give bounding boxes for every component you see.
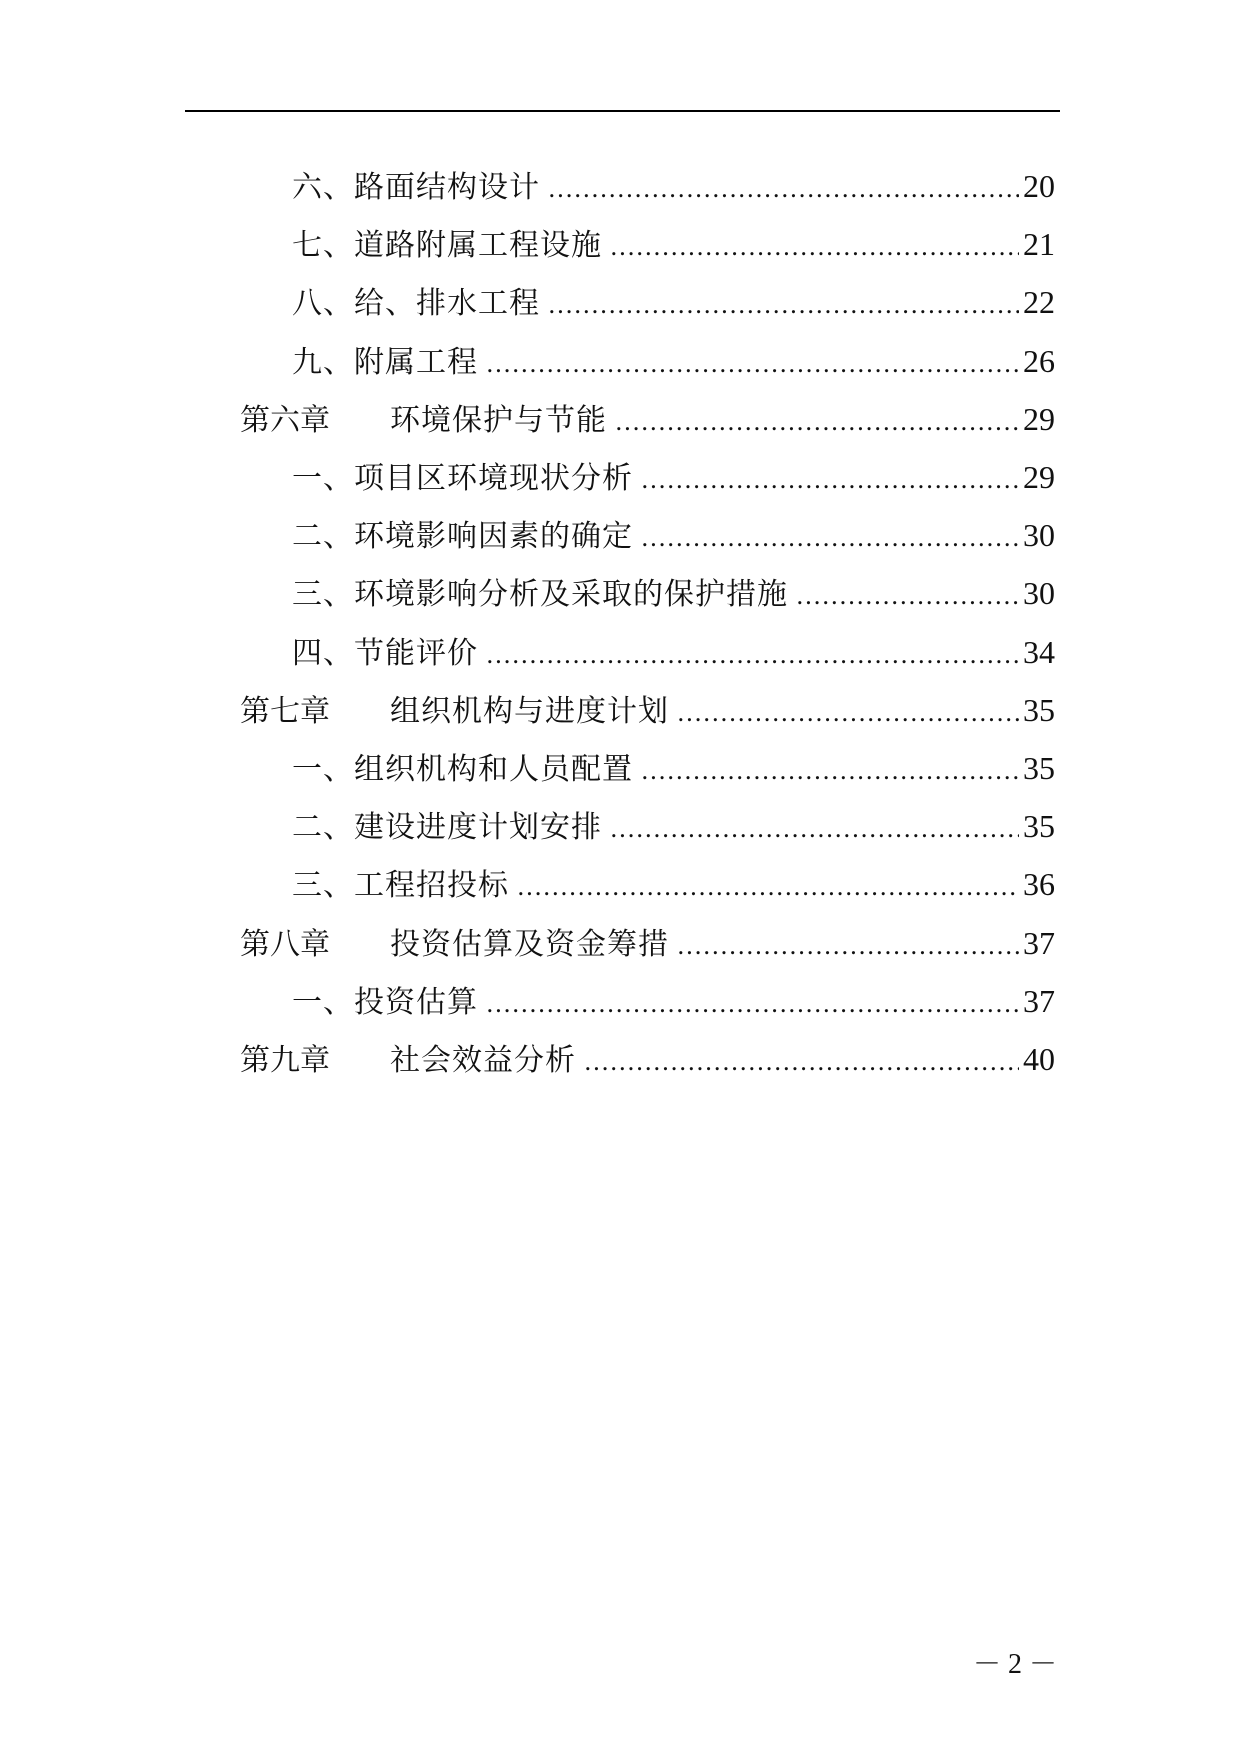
toc-section-entry[interactable]: [0, 740, 1241, 796]
toc-dot-leader: [641, 510, 1019, 566]
toc-entry-title: 九、附属工程: [292, 344, 478, 380]
toc-page-number: 29: [1023, 400, 1055, 437]
page-number: － 2 －: [972, 1649, 1057, 1680]
toc-entry-title: 一、投资估算: [292, 984, 478, 1020]
toc-section-entry[interactable]: [0, 798, 1241, 854]
toc-dot-leader: [677, 685, 1019, 741]
toc-chapter-number: 第九章: [240, 1043, 330, 1078]
toc-entry-title: 八、给、排水工程: [292, 286, 540, 322]
toc-chapter-number: 第八章: [240, 926, 330, 962]
toc-entry-line: [292, 973, 1055, 1029]
toc-dot-leader: [517, 859, 1019, 915]
toc-dot-leader: [548, 277, 1019, 333]
toc-section-entry[interactable]: [0, 565, 1241, 621]
toc-entry-title: 三、工程招投标: [292, 868, 509, 904]
toc-page-number: 21: [1023, 226, 1055, 263]
toc-chapter-entry[interactable]: [0, 1031, 1241, 1087]
toc-dot-leader: [641, 452, 1019, 508]
toc-entry-title: 组织机构与进度计划: [390, 693, 669, 729]
toc-page-number: 20: [1023, 168, 1055, 204]
toc-dot-leader: [677, 918, 1019, 974]
toc-dot-leader: [796, 568, 1019, 624]
toc-page-number: 35: [1023, 750, 1055, 786]
toc-dot-leader: [610, 801, 1019, 857]
toc-entry-title: 社会效益分析: [390, 1043, 576, 1078]
toc-section-entry[interactable]: [0, 449, 1241, 505]
toc-page-number: 30: [1023, 517, 1055, 554]
toc-entry-title: 一、项目区环境现状分析: [292, 461, 633, 496]
toc-entry-line: [240, 915, 1055, 971]
toc-page-number: 34: [1023, 633, 1055, 670]
toc-page-number: 37: [1023, 982, 1055, 1019]
toc-dot-leader: [584, 1034, 1019, 1090]
toc-dot-leader: [486, 336, 1019, 392]
toc-chapter-entry[interactable]: [0, 915, 1241, 971]
toc-entry-title: 二、建设进度计划安排: [292, 810, 602, 846]
toc-entry-line: [292, 216, 1055, 272]
toc-entry-line: [292, 856, 1055, 912]
toc-entry-line: [292, 565, 1055, 621]
toc-section-entry[interactable]: [0, 856, 1241, 912]
toc-entry-title: 一、组织机构和人员配置: [292, 752, 633, 787]
toc-entry-line: [292, 798, 1055, 854]
toc-entry-title: 投资估算及资金筹措: [390, 926, 669, 962]
toc-section-entry[interactable]: [0, 973, 1241, 1029]
toc-dot-leader: [641, 743, 1019, 799]
toc-entry-line: [292, 449, 1055, 505]
toc-entry-title: 四、节能评价: [292, 635, 478, 671]
toc-section-entry[interactable]: [0, 158, 1241, 214]
toc-entry-title: 七、道路附属工程设施: [292, 228, 602, 264]
toc-dot-leader: [610, 219, 1019, 275]
toc-page-number: 30: [1023, 575, 1055, 612]
header-rule: [185, 110, 1060, 112]
toc-dot-leader: [486, 976, 1019, 1032]
toc-chapter-number: 第六章: [240, 402, 330, 438]
toc-entry-line: [292, 333, 1055, 389]
toc-dot-leader: [615, 394, 1019, 450]
toc-entry-line: [292, 507, 1055, 563]
toc-entry-title: 二、环境影响因素的确定: [292, 519, 633, 555]
toc-entry-line: [292, 274, 1055, 330]
toc-entry-line: [292, 624, 1055, 680]
toc-dot-leader: [548, 161, 1019, 217]
toc-entry-line: [292, 158, 1055, 214]
toc-page-number: 37: [1023, 924, 1055, 961]
toc-entry-line: [292, 740, 1055, 796]
toc-page-number: 35: [1023, 691, 1055, 728]
toc-section-entry[interactable]: [0, 624, 1241, 680]
toc-page-number: 22: [1023, 284, 1055, 321]
toc-chapter-entry[interactable]: [0, 682, 1241, 738]
toc-section-entry[interactable]: [0, 274, 1241, 330]
toc-entry-title: 环境保护与节能: [390, 402, 607, 438]
toc-page-number: 29: [1023, 459, 1055, 495]
toc-dot-leader: [486, 627, 1019, 683]
toc-entry-line: [240, 682, 1055, 738]
toc-entry-line: [240, 391, 1055, 447]
toc-chapter-number: 第七章: [240, 693, 330, 729]
toc-section-entry[interactable]: [0, 216, 1241, 272]
toc-page-number: 40: [1023, 1041, 1055, 1077]
toc-page-number: 35: [1023, 808, 1055, 845]
toc-entry-line: [240, 1031, 1055, 1087]
toc-page-number: 26: [1023, 342, 1055, 379]
toc-entry-title: 六、路面结构设计: [292, 170, 540, 205]
toc-page-number: 36: [1023, 866, 1055, 903]
toc-section-entry[interactable]: [0, 333, 1241, 389]
toc-entry-title: 三、环境影响分析及采取的保护措施: [292, 577, 788, 613]
toc-section-entry[interactable]: [0, 507, 1241, 563]
toc-chapter-entry[interactable]: [0, 391, 1241, 447]
